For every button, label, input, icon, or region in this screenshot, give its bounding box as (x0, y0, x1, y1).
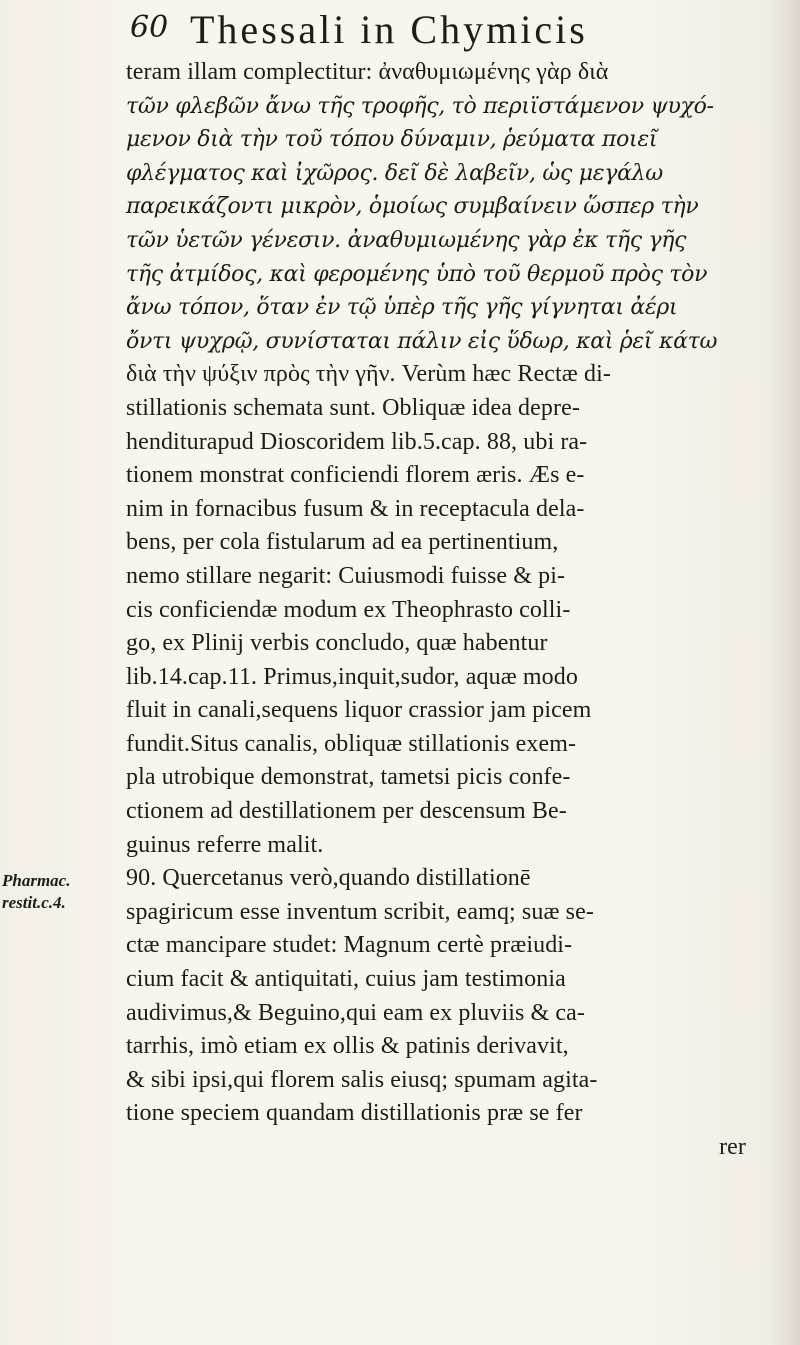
text-line: nim in fornacibus fusum & in receptacula dela- (126, 495, 585, 522)
text-line: μενον διὰ τὴν τοῦ τόπου δύναμιν, ῥεύματα ποιεῖ (126, 127, 658, 153)
page-gutter-shadow (772, 0, 800, 1345)
text-line: τῶν ὑετῶν γένεσιν. ἀναθυμιωμένης γὰρ ἐκ τῆς γῆς (126, 227, 687, 253)
text-line: spagiricum esse inventum scribit, eamq; suæ se- (126, 898, 594, 925)
margin-note (2, 870, 70, 914)
text-line: guinus referre malit. (126, 831, 324, 858)
text-line: τῶν φλεβῶν ἄνω τῆς τροφῆς, τὸ περιϊστάμενον ψυχό- (126, 93, 714, 119)
text-line: ctæ mancipare studet: Magnum certè præiudi- (126, 932, 573, 959)
margin-note-line: restit.c.4. (2, 893, 66, 912)
margin-note-line: Pharmac. (2, 871, 71, 890)
body-text (126, 56, 770, 1165)
text-line: bens, per cola fistularum ad ea pertinentium, (126, 529, 559, 556)
text-line: φλέγματος καὶ ἰχῶρος. δεῖ δὲ λαβεῖν, ὡς μεγάλω (126, 160, 663, 186)
text-line: audivimus,& Beguino,qui eam ex pluviis & ca- (126, 999, 585, 1026)
text-line: fundit.Situs canalis, obliquæ stillationis exem- (126, 730, 577, 757)
text-line: tarrhis, imò etiam ex ollis & patinis derivavit, (126, 1033, 569, 1060)
text-line: 90. Quercetanus verò,quando distillationē (126, 865, 531, 892)
text-line: cis conficiendæ modum ex Theophrasto colli- (126, 596, 571, 623)
text-line: τῆς ἀτμίδος, καὶ φερομένης ὑπὸ τοῦ θερμοῦ πρὸς τὸν (126, 261, 708, 287)
text-line: stillationis schemata sunt. Obliquæ idea depre- (126, 394, 580, 421)
page-number: 60 (130, 10, 169, 45)
text-line: & sibi ipsi,qui florem salis eiusq; spumam agita- (126, 1066, 598, 1093)
catchword: rer (719, 1134, 746, 1160)
text-line: παρεικάζοντι μικρὸν, ὁμοίως συμβαίνειν ὥσπερ τὴν (126, 194, 699, 220)
text-line: ctionem ad destillationem per descensum Be- (126, 798, 567, 825)
page-header (0, 6, 800, 52)
text-line: henditurapud Dioscoridem lib.5.cap. 88, ubi ra- (126, 428, 588, 455)
text-line: pla utrobique demonstrat, tametsi picis confe- (126, 764, 571, 791)
text-line: teram illam complectitur: ἀναθυμιωμένης γὰρ διὰ (126, 59, 609, 85)
text-line: cium facit & antiquitati, cuius jam testimonia (126, 966, 566, 993)
text-line: ὄντι ψυχρῷ, συνίσταται πάλιν εἰς ὕδωρ, καὶ ῥεῖ κάτω (126, 328, 718, 354)
text-line: fluit in canali,sequens liquor crassior jam picem (126, 697, 592, 724)
text-line: lib.14.cap.11. Primus,inquit,sudor, aquæ modo (126, 663, 578, 690)
running-head: Thessali in Chymicis (190, 7, 588, 52)
text-line: nemo stillare negarit: Cuiusmodi fuisse & pi- (126, 562, 566, 589)
text-line: tionem monstrat conficiendi florem æris. Æs e- (126, 462, 585, 489)
text-line: ἄνω τόπον, ὅταν ἐν τῷ ὑπὲρ τῆς γῆς γίγνηται ἀέρι (126, 295, 678, 321)
text-line: tione speciem quandam distillationis præ se fer (126, 1100, 583, 1127)
text-line: διὰ τὴν ψύξιν πρὸς τὴν γῆν. Verùm hæc Rectæ di- (126, 361, 611, 388)
text-line: go, ex Plinij verbis concludo, quæ habentur (126, 630, 548, 657)
